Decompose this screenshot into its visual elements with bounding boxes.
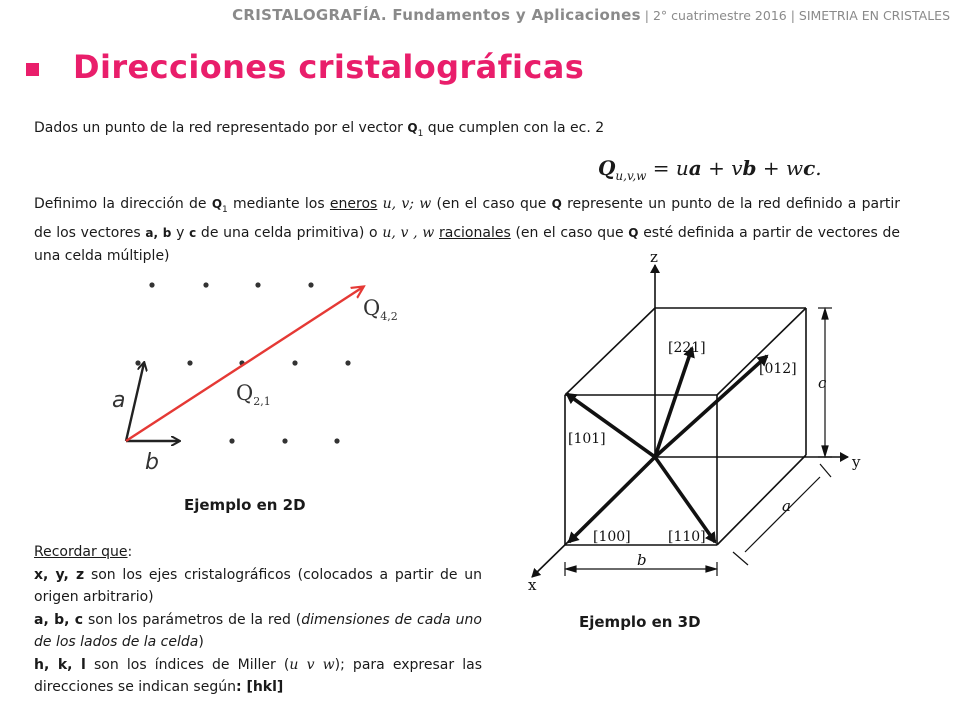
label-y: y [852,453,861,471]
label-dim-b: b [637,551,647,569]
title-row [26,48,584,86]
notes-abc-italic: dimensiones de cada uno de los lados de la celda [34,611,482,650]
notes-xyz-label: x, y, z [34,566,85,583]
def-t8: de una celda primitiva) o [196,224,383,241]
label-x: x [528,576,537,594]
label-q42-main: Q [363,296,381,320]
lattice-point [282,438,287,443]
def-a: a, [145,225,159,240]
lattice-point [229,438,234,443]
label-q21-sub: 2,1 [253,395,271,408]
notes-hkl [34,654,482,699]
dimension-c-arrow-bottom [822,446,828,456]
label-221: [221] [668,340,706,356]
notes-hkl-bracket: : [hkl] [235,679,284,695]
label-q21 [236,381,271,408]
notes-heading-line [34,541,482,564]
notes-xyz-text: son los ejes cristalográficos (colocados a partir de un origen arbitrario) [34,566,482,605]
lattice-point [345,360,350,365]
intro-vector: Q [407,121,418,135]
notes-hkl-text-2: ); para expresar las direcciones se indican según [34,656,483,695]
crystal-3d-figure [520,245,861,597]
label-q21-main: Q [236,381,254,405]
dimension-b-arrow-left [566,566,576,572]
label-101: [101] [568,431,606,447]
lattice-2d-figure [95,265,425,480]
lattice-point [255,282,260,287]
def-t10: (en el caso que [510,224,629,241]
label-dim-c: c [818,374,827,392]
eq-lhs: Q [598,156,616,180]
direction-101-arrow [567,394,655,457]
lattice-point [149,282,154,287]
square-bullet-icon [26,63,39,76]
def-q3: Q [628,225,639,240]
vector-q42-arrow [126,287,363,441]
def-racionales: racionales [439,224,511,241]
def-uvw: u, v; w [382,196,432,212]
eq-vec-b: b [742,156,757,180]
def-t11: esté definida a partir de vectores de una celda múltiple) [34,224,900,264]
label-012: [012] [759,361,797,377]
caption-2d: Ejemplo en 2D [184,496,306,514]
label-q42-sub: 4,2 [380,310,398,323]
def-t2: mediante los [227,196,330,212]
def-q-sub: 1 [222,204,228,215]
def-q2: Q [551,197,562,211]
eq-vec-a: a [688,156,702,180]
eq-end: . [815,156,822,180]
lattice-point [187,360,192,365]
lattice-point [308,282,313,287]
notes-abc [34,609,482,654]
notes-uvw: u v w [289,656,335,673]
label-a: a [112,388,126,413]
lattice-point [203,282,208,287]
notes-heading: Recordar que [34,544,128,560]
def-t7: y [171,224,190,241]
intro-paragraph [34,120,604,139]
course-meta: | 2° cuatrimestre 2016 | SIMETRIA EN CRISTALES [640,8,950,23]
def-q: Q [211,197,223,211]
slide-header [232,6,950,24]
def-t5: represente un punto de la red definido a partir de los vectores [34,196,901,241]
def-t1: Definimo la dirección de [34,196,212,212]
notes-block [34,541,482,699]
caption-3d: Ejemplo en 3D [579,613,701,631]
cell-edge [565,308,655,395]
eq-rhs-3: + w [756,156,804,180]
notes-abc-label: a, b, c [34,611,84,628]
intro-text-2: que cumplen con la ec. 2 [423,120,605,136]
label-dim-a: a [782,497,791,515]
slide-title: Direcciones cristalográficas [73,48,585,86]
notes-hkl-text-1: son los índices de Miller ( [85,656,290,673]
intro-vector-sub: 1 [417,128,424,139]
notes-abc-text-1: son los parámetros de la red ( [83,611,302,628]
lattice-point [135,360,140,365]
notes-xyz [34,564,482,609]
def-t4: (en el caso que [431,196,552,212]
course-title: CRISTALOGRAFÍA. Fundamentos y Aplicaciones [232,6,641,24]
label-q42 [363,296,398,323]
eq-rhs-1: = u [646,156,689,180]
notes-colon: : [127,544,133,560]
dimension-b-arrow-right [706,566,716,572]
vector-a-arrow [126,363,144,441]
notes-abc-text-2: ) [198,634,204,650]
dimension-a-tick-2 [820,464,831,477]
dimension-a-tick-1 [733,552,748,565]
label-b: b [145,450,159,475]
def-uvw2: u, v , w [382,224,435,241]
dimension-c-arrow-top [822,309,828,319]
lattice-point [292,360,297,365]
eq-lhs-sub: u,v,w [615,169,647,183]
intro-text-1: Dados un punto de la red representado por el vector [34,120,408,136]
notes-hkl-label: h, k, l [34,656,86,673]
equation [598,156,822,183]
label-100: [100] [593,529,631,545]
def-b: b [162,225,172,240]
def-enteros: eneros [329,196,378,212]
cell-edge [717,455,806,545]
lattice-point [334,438,339,443]
eq-vec-c: c [803,156,816,180]
def-c: c [189,225,197,240]
eq-rhs-2: + v [701,156,743,180]
label-110: [110] [668,529,706,545]
label-z: z [650,248,658,266]
lattice-points-2d [135,282,350,443]
cell-edge [717,308,806,395]
